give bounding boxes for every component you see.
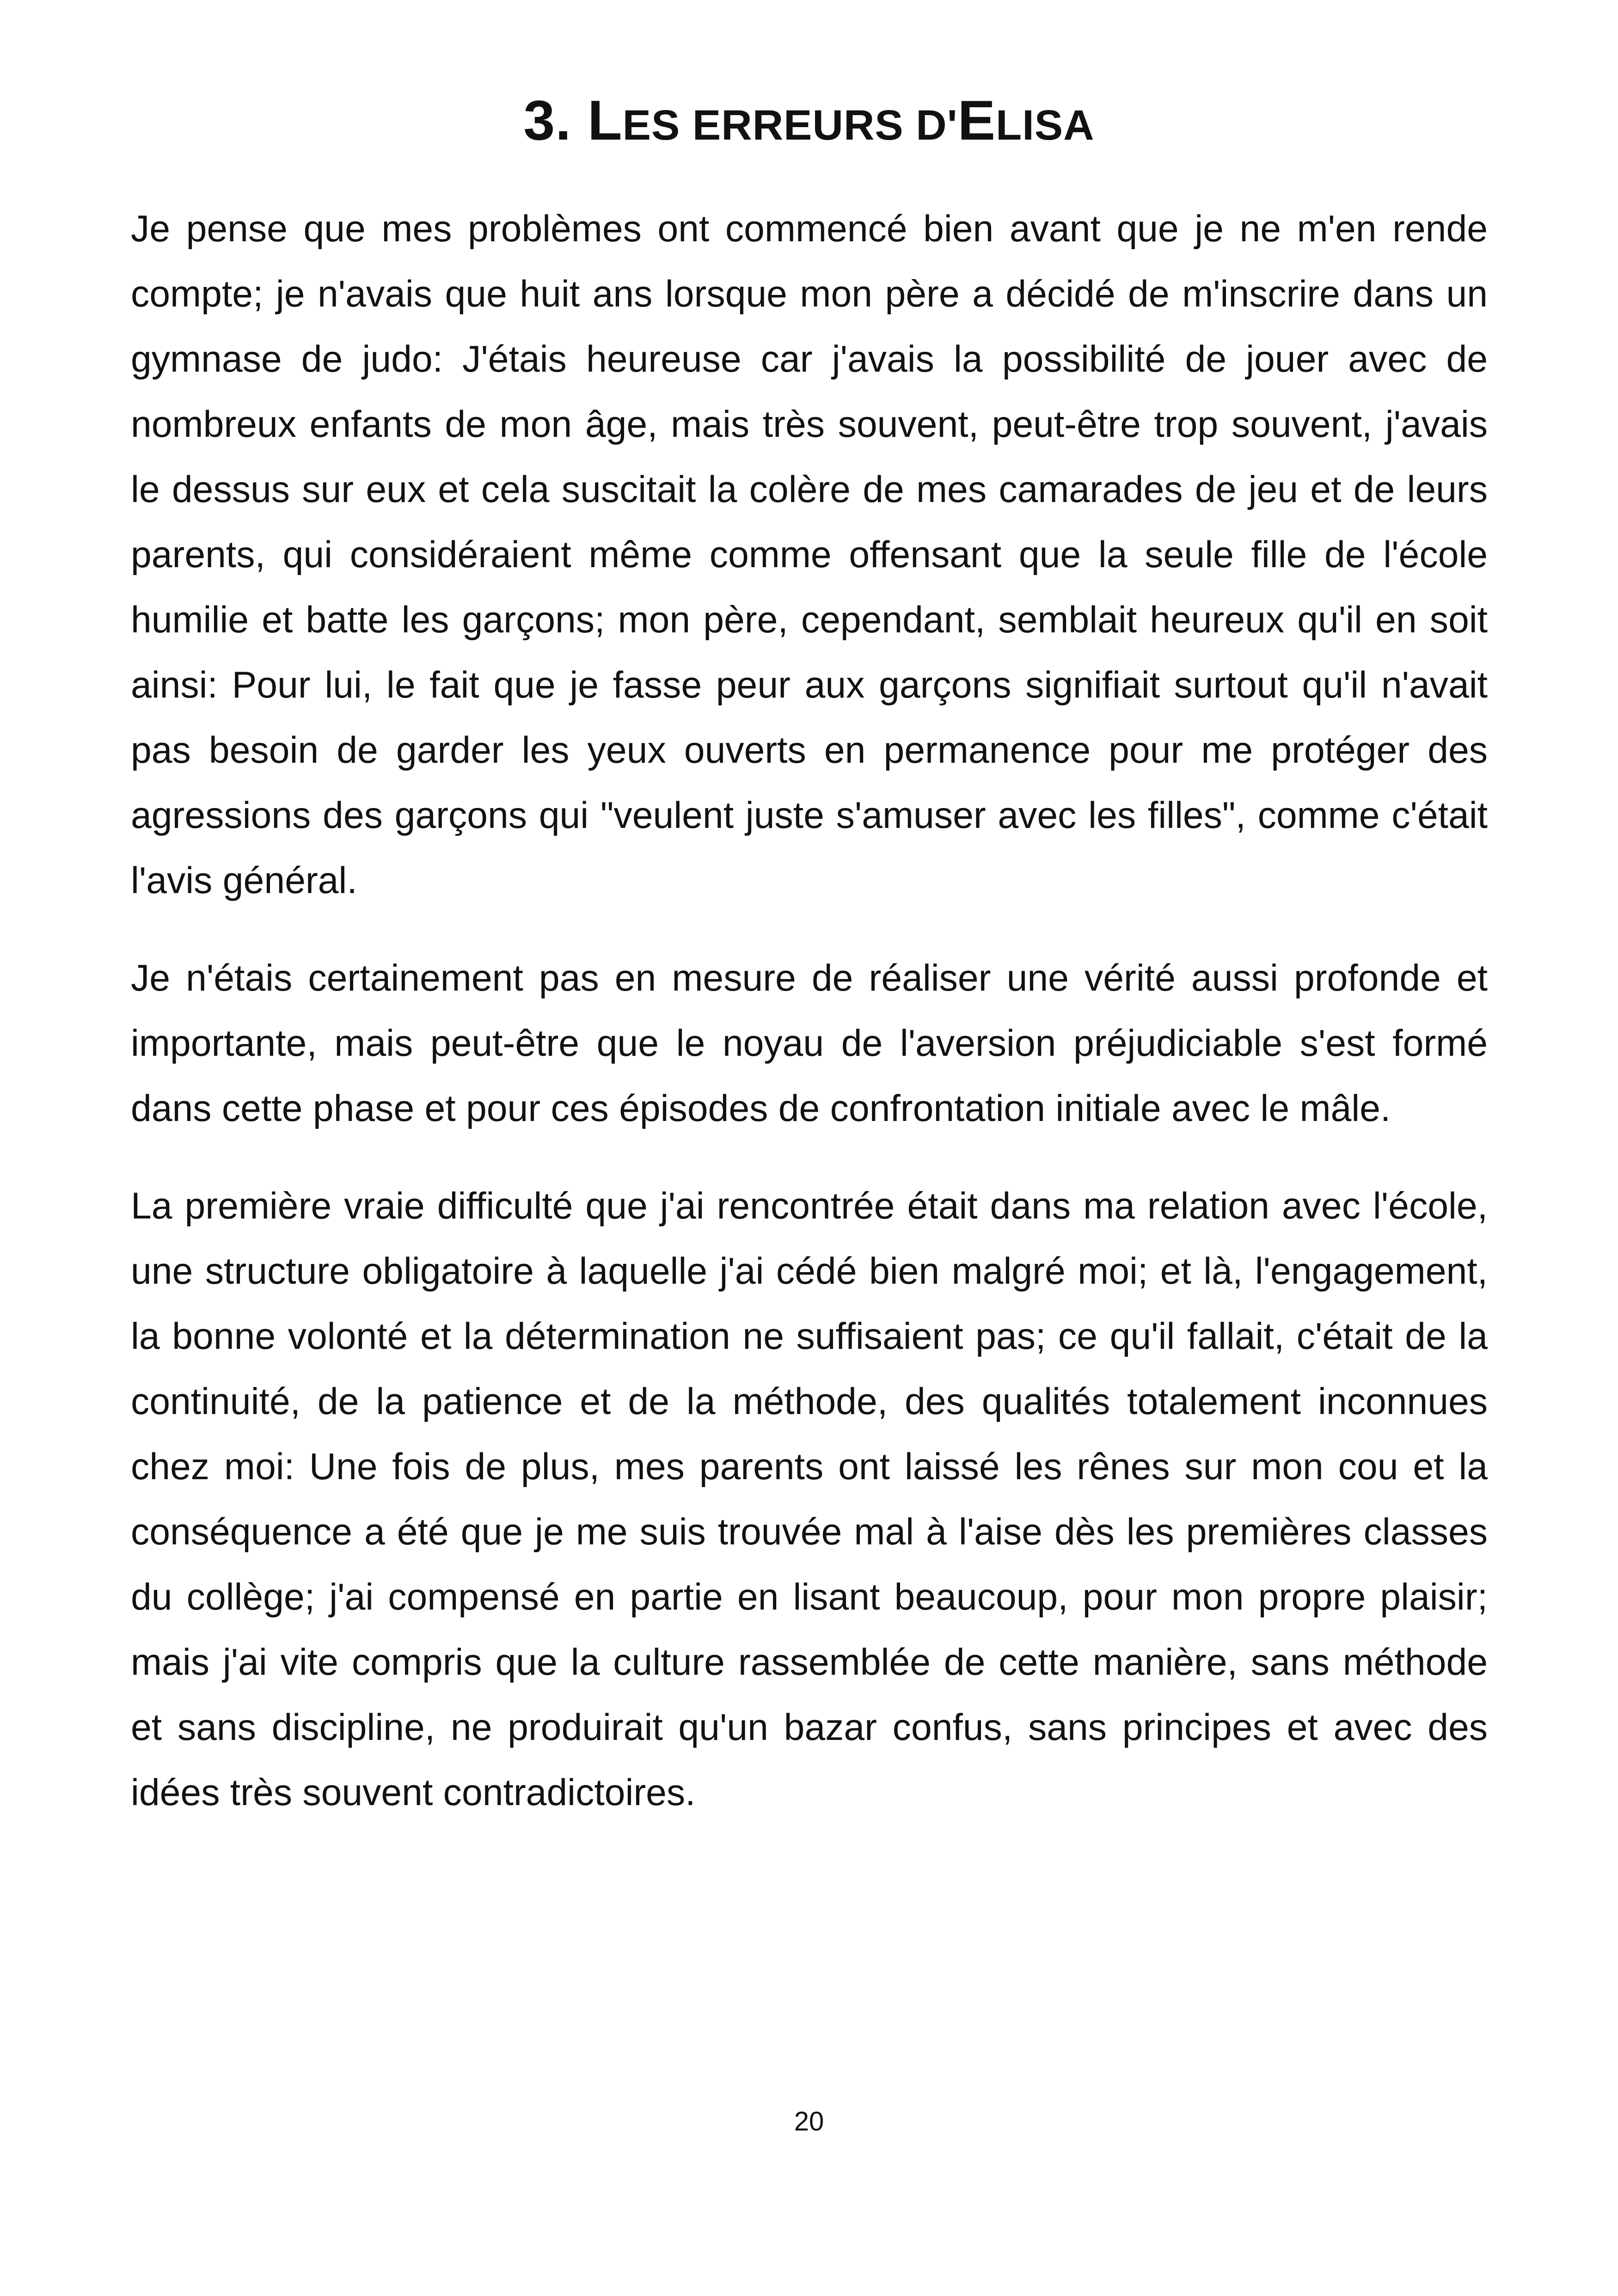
chapter-title-initial-e: E <box>957 89 996 152</box>
chapter-title <box>0 88 1618 158</box>
body-text <box>131 196 1488 1858</box>
paragraph-3: La première vraie difficulté que j'ai rencontrée était dans ma relation avec l'école, une structure obligatoire à laquelle j'ai cédé bien malgré moi; et là, l'engagement, la bonne volonté et la détermination ne suffisaient pas; ce qu'il fallait, c'était de la continuité, de la patience et de la méthode, des qualités totalement inconnues chez moi: Une fois de plus, mes parents ont laissé les rênes sur mon cou et la conséquence a été que je me suis trouvée mal à l'aise dès les premières classes du collège; j'ai compensé en partie en lisant beaucoup, pour mon propre plaisir; mais j'ai vite compris que la culture rassemblée de cette manière, sans méthode et sans discipline, ne produirait qu'un bazar confus, sans principes et avec des idées très souvent contradictoires. <box>131 1185 1488 1813</box>
paragraph-2: Je n'étais certainement pas en mesure de réaliser une vérité aussi profonde et importante, mais peut-être que le noyau de l'aversion préjudiciable s'est formé dans cette phase et pour ces épisodes de confrontation initiale avec le mâle. <box>131 957 1488 1129</box>
paragraph-1: Je pense que mes problèmes ont commencé bien avant que je ne m'en rende compte; je n'avais que huit ans lorsque mon père a décidé de m'inscrire dans un gymnase de judo: J'étais heureuse car j'avais la possibilité de jouer avec de nombreux enfants de mon âge, mais très souvent, peut-être trop souvent, j'avais le dessus sur eux et cela suscitait la colère de mes camarades de jeu et de leurs parents, qui considéraient même comme offensant que la seule fille de l'école humilie et batte les garçons; mon père, cependant, semblait heureux qu'il en soit ainsi: Pour lui, le fait que je fasse peur aux garçons signifiait surtout qu'il n'avait pas besoin de garder les yeux ouverts en permanence pour me protéger des agressions des garçons qui "veulent juste s'amuser avec les filles", comme c'était l'avis général. <box>131 208 1488 901</box>
chapter-number: 3. <box>523 89 572 152</box>
chapter-title-initial-l: L <box>588 89 623 152</box>
chapter-title-part-2: LISA <box>996 102 1095 149</box>
chapter-title-part-1: ES ERREURS D' <box>622 102 958 149</box>
page-number: 20 <box>794 2106 824 2137</box>
